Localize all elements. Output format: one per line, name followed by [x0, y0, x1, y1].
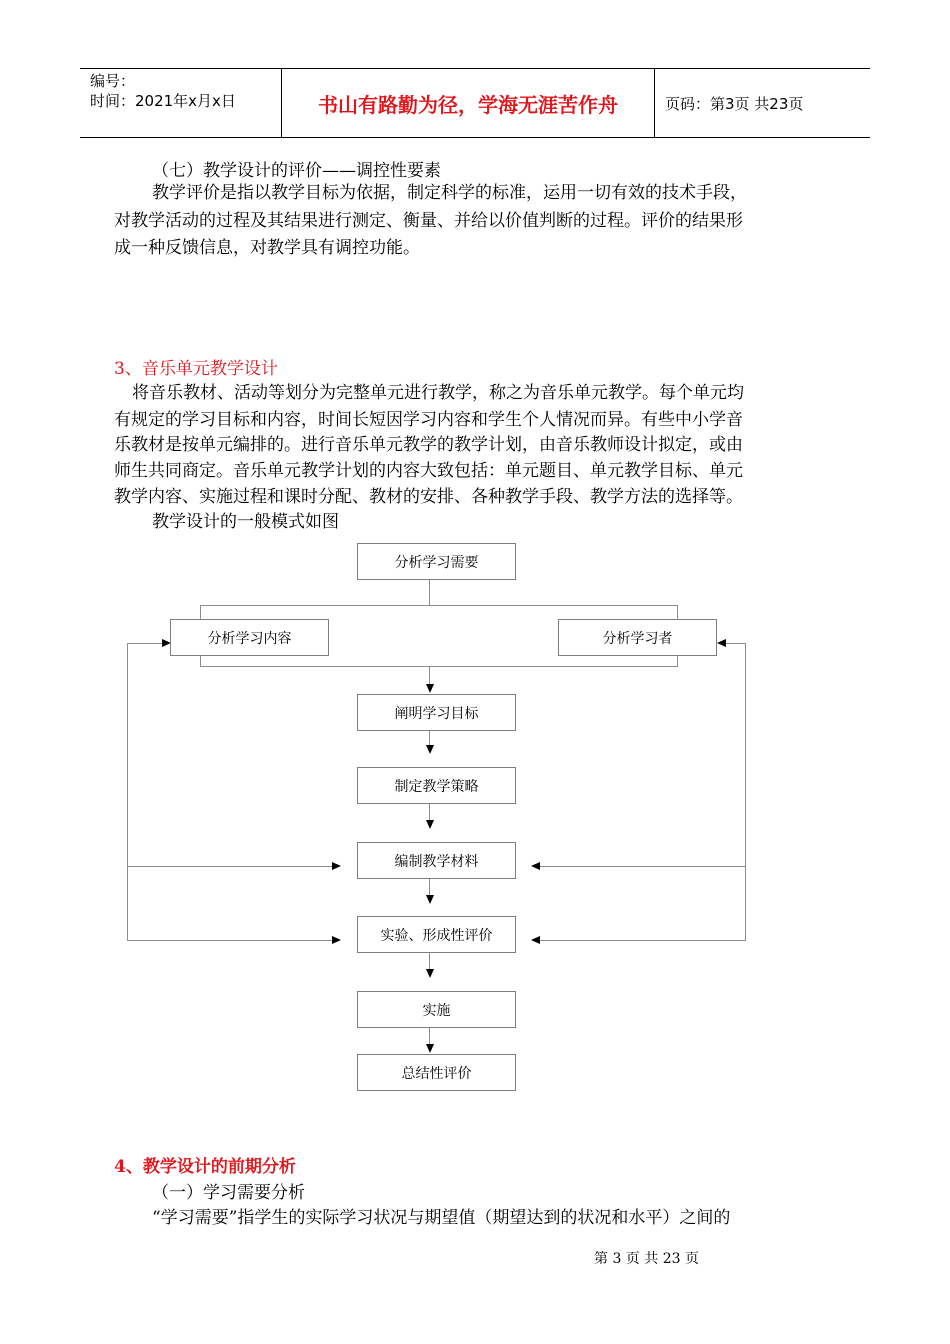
arrow-down-icon [426, 684, 434, 693]
flow-box-analyze-learners: 分析学习者 [558, 619, 717, 656]
paragraph-line: 教学内容、实施过程和课时分配、教材的安排、各种教学手段、教学方法的选择等。 [114, 487, 743, 507]
feedback-line [540, 866, 746, 867]
header-meta [90, 71, 236, 111]
feedback-line [127, 940, 332, 941]
arrow-left-icon [531, 936, 540, 944]
arrow-left-icon [531, 862, 540, 870]
document-header [80, 68, 870, 138]
header-page-info: 页码：第3页 共23页 [665, 94, 804, 113]
connector-line [429, 666, 430, 684]
feedback-line [745, 643, 746, 941]
document-time-label: 时间：2021年x月x日 [90, 92, 236, 110]
feedback-line [127, 643, 162, 644]
paragraph-line: 有规定的学习目标和内容，时间长短因学习内容和学生个人情况而异。有些中小学音 [114, 410, 743, 430]
connector-line [677, 605, 678, 619]
section4-heading: 4、教学设计的前期分析 [114, 1157, 296, 1177]
paragraph-line: 将音乐教材、活动等划分为完整单元进行教学，称之为音乐单元教学。每个单元均 [132, 383, 744, 403]
connector-line [429, 953, 430, 969]
paragraph-line: 成一种反馈信息，对教学具有调控功能。 [114, 238, 420, 258]
connector-line [200, 605, 678, 606]
flow-box-summative-eval: 总结性评价 [357, 1054, 516, 1091]
arrow-down-icon [426, 745, 434, 754]
section4-subheading: （一）学习需要分析 [152, 1183, 305, 1203]
flow-box-compile-materials: 编制教学材料 [357, 842, 516, 879]
connector-line [429, 1028, 430, 1044]
feedback-line [540, 940, 746, 941]
paragraph-line: 对教学活动的过程及其结果进行测定、衡量、并给以价值判断的过程。评价的结果形 [114, 211, 743, 231]
flow-box-formative-eval: 实验、形成性评价 [357, 916, 516, 953]
connector-line [200, 666, 678, 667]
arrow-left-icon [717, 639, 726, 647]
feedback-line [726, 643, 746, 644]
flow-box-analyze-needs: 分析学习需要 [357, 543, 516, 580]
flow-box-make-strategy: 制定教学策略 [357, 767, 516, 804]
paragraph-line: 教学评价是指以教学目标为依据，制定科学的标准，运用一切有效的技术手段， [152, 183, 747, 203]
feedback-line [127, 643, 128, 941]
arrow-down-icon [426, 895, 434, 904]
paragraph-line: 师生共同商定。音乐单元教学计划的内容大致包括：单元题目、单元教学目标、单元 [114, 461, 743, 481]
connector-line [429, 804, 430, 820]
page-footer: 第 3 页 共 23 页 [594, 1251, 699, 1267]
header-motto: 书山有路勤为径，学海无涯苦作舟 [318, 92, 618, 117]
connector-line [429, 731, 430, 745]
feedback-line [127, 866, 332, 867]
section7-heading: （七）教学设计的评价——调控性要素 [152, 161, 441, 181]
flow-box-clarify-goals: 阐明学习目标 [357, 694, 516, 731]
document-number-label: 编号： [90, 72, 136, 90]
connector-line [200, 605, 201, 619]
arrow-right-icon [332, 936, 341, 944]
arrow-down-icon [426, 820, 434, 829]
arrow-right-icon [332, 862, 341, 870]
paragraph-line: 乐教材是按单元编排的。进行音乐单元教学的教学计划，由音乐教师设计拟定，或由 [114, 435, 743, 455]
connector-line [429, 879, 430, 895]
arrow-down-icon [426, 969, 434, 978]
flow-box-implement: 实施 [357, 991, 516, 1028]
header-divider [654, 69, 655, 137]
section3-heading: 3、音乐单元教学设计 [114, 359, 278, 379]
flow-box-analyze-content: 分析学习内容 [170, 619, 329, 656]
figure-intro: 教学设计的一般模式如图 [152, 512, 339, 532]
paragraph-line: “学习需要”指学生的实际学习状况与期望值（期望达到的状况和水平）之间的 [152, 1208, 731, 1228]
connector-line [429, 580, 430, 606]
arrow-down-icon [426, 1044, 434, 1053]
